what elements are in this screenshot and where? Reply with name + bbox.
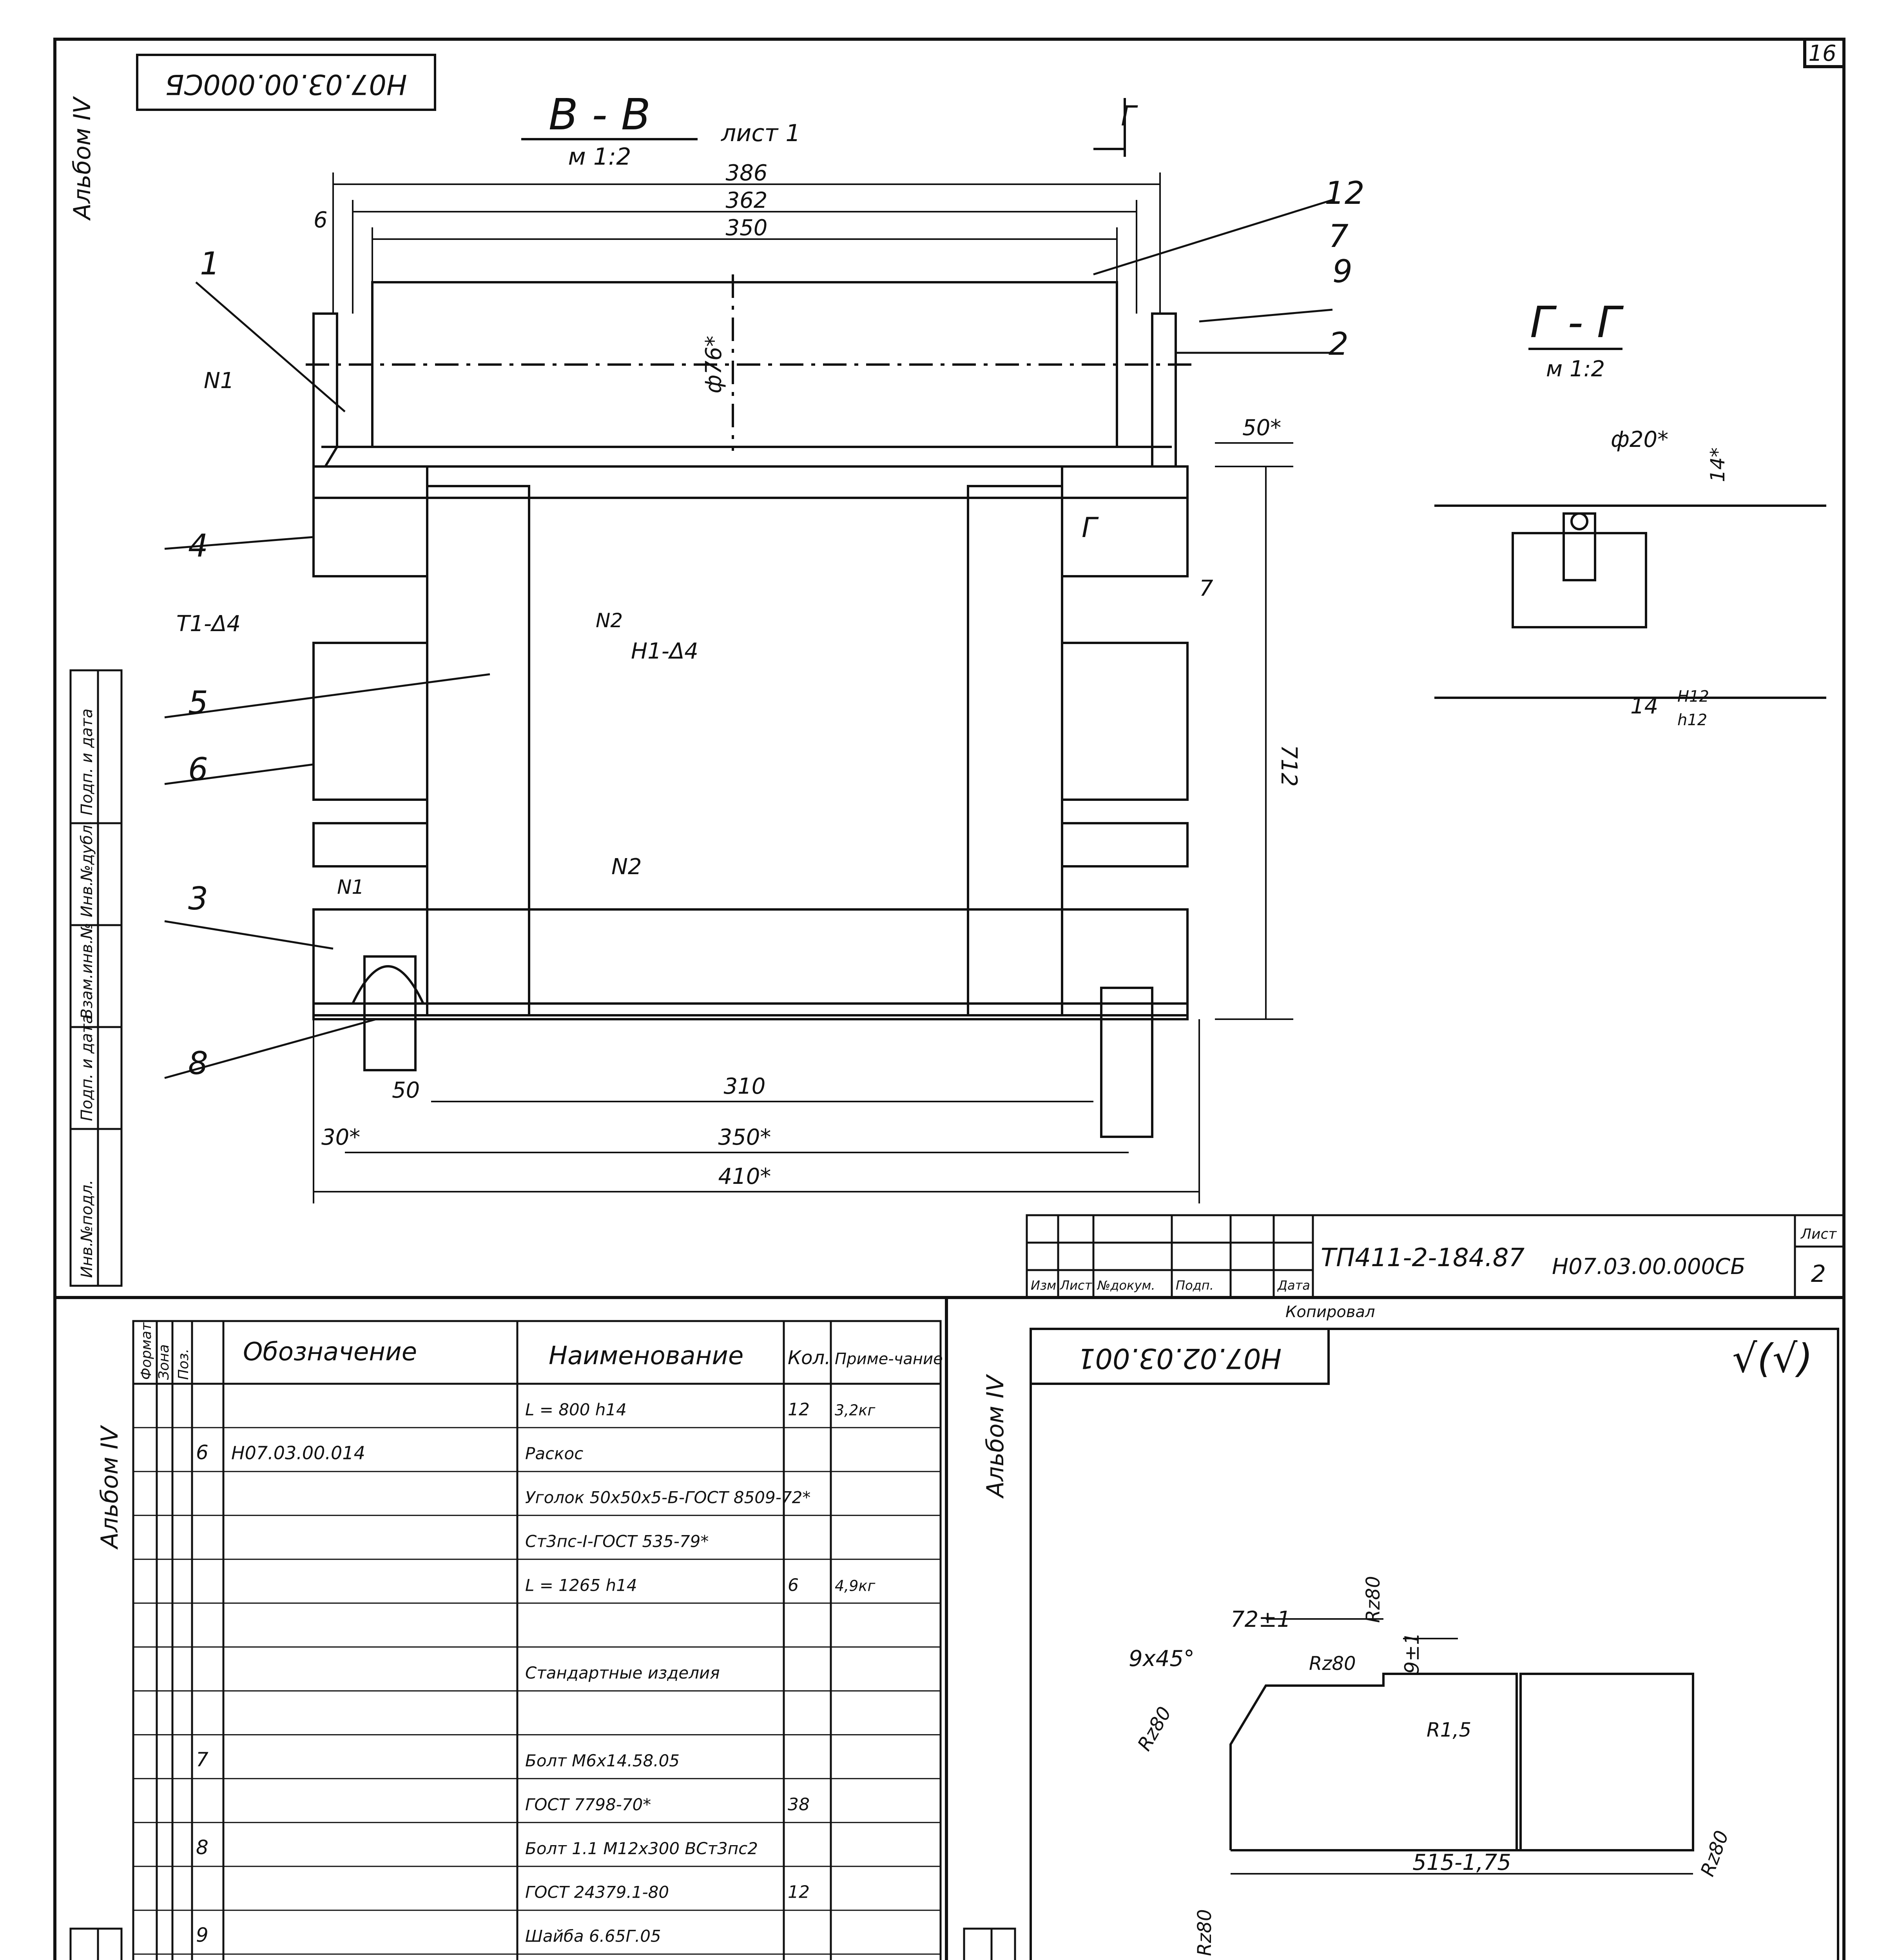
callout-8: 8: [188, 1045, 208, 1082]
dim-310: 310: [723, 1074, 766, 1099]
weld-n2: N2: [596, 609, 623, 632]
spec-album-label: Альбом IV: [96, 1426, 123, 1548]
spec-header-name: Наименование: [549, 1341, 744, 1370]
dim-72: 72±1: [1231, 1607, 1291, 1632]
side-label-3: Взам.инв.№: [78, 922, 96, 1019]
spec-row-12-pos: 9: [196, 1924, 208, 1947]
fit-bottom: h12: [1677, 711, 1708, 729]
dim-410s: 410*: [718, 1164, 771, 1189]
spec-row-8-pos: 7: [196, 1748, 208, 1771]
spec-row-9-qty: 38: [788, 1794, 810, 1815]
spec-row-4-note: 4,9кг: [835, 1577, 876, 1595]
dim-9: 9±1: [1401, 1632, 1423, 1674]
side-label-5: Подп. и дата: [78, 708, 96, 815]
roller-12: [306, 274, 1195, 466]
callout-7: 7: [1329, 218, 1349, 254]
callout-1: 1: [200, 245, 220, 282]
spec-row-1-name: Раскос: [525, 1444, 584, 1463]
part-sheet: [964, 1329, 1838, 1960]
dim-386: 386: [725, 160, 768, 186]
part-album-label: Альбом IV: [982, 1375, 1009, 1497]
side-label-1: Инв.№подл.: [78, 1180, 96, 1278]
detail-title: Г - Г: [1530, 297, 1621, 347]
dim-r15: R1,5: [1427, 1719, 1472, 1741]
spec-row-10-pos: 8: [196, 1836, 208, 1859]
spec-header-designation: Обозначение: [243, 1338, 417, 1367]
spec-row-1-designation: H07.03.00.014: [231, 1442, 365, 1464]
spec-header-format: Формат: [138, 1322, 154, 1380]
weld-n2-bottom: N2: [611, 854, 642, 880]
rz-2: Rz80: [1309, 1653, 1356, 1675]
spec-row-11-name: ГОСТ 24379.1-80: [525, 1882, 669, 1902]
weld-h1: Н1-Δ4: [631, 639, 698, 664]
dim-14: 14: [1630, 693, 1659, 719]
detail-scale: м 1:2: [1546, 356, 1605, 382]
section-title: В - В: [548, 89, 651, 140]
spec-row-9-name: ГОСТ 7798-70*: [525, 1795, 651, 1814]
dim-7: 7: [1199, 576, 1213, 601]
part-drawing: [1231, 1619, 1693, 1874]
dim-350s: 350*: [718, 1125, 771, 1150]
top-sheet: [69, 41, 1844, 1321]
dim-362: 362: [725, 188, 768, 213]
top-stamp-copied: Копировал: [1285, 1303, 1375, 1321]
callout-4: 4: [188, 528, 208, 564]
fit-top: H12: [1677, 688, 1709, 706]
dim-phi20: ф20*: [1611, 427, 1669, 452]
callout-5: 5: [188, 684, 208, 721]
top-stamp-doc: ТП411-2-184.87: [1321, 1243, 1525, 1272]
rz-5: Rz80: [1696, 1828, 1733, 1880]
dim-50s: 50*: [1242, 415, 1282, 441]
top-stamp-col-4: Подп.: [1176, 1278, 1214, 1293]
dim-phi76: ф76*: [701, 336, 727, 394]
spec-row-0-qty: 12: [788, 1399, 810, 1420]
spec-row-3-name: Ст3пс-I-ГОСТ 535-79*: [525, 1532, 709, 1551]
spec-row-6-name: Стандартные изделия: [525, 1663, 720, 1683]
view-marker-side: Г: [1082, 512, 1097, 544]
section-scale: м 1:2: [568, 143, 631, 171]
spec-sheet: [71, 1321, 971, 1960]
spec-header-pos: Поз.: [176, 1348, 192, 1380]
spec-row-4-qty: 6: [788, 1575, 799, 1595]
weld-n1-bottom: N1: [337, 876, 364, 898]
callout-2: 2: [1329, 326, 1349, 362]
detail-drawing: [1434, 506, 1826, 698]
spec-row-0-note: 3,2кг: [835, 1401, 876, 1419]
top-stamp-sheet: 2: [1811, 1260, 1826, 1288]
weld-n1-top: N1: [204, 368, 234, 394]
spec-row-4-name: L = 1265 h14: [525, 1575, 637, 1595]
dim-50: 50: [392, 1078, 420, 1103]
callout-6: 6: [188, 751, 208, 788]
spec-row-1-pos: 6: [196, 1441, 208, 1464]
spec-row-10-name: Болт 1.1 М12x300 ВСт3пс2: [525, 1838, 758, 1858]
dim-30s: 30*: [321, 1125, 361, 1150]
spec-row-8-name: Болт М6x14.58.05: [525, 1751, 680, 1770]
spec-header-qty: Кол.: [788, 1347, 831, 1369]
dim-350: 350: [725, 215, 768, 241]
top-stamp-code: H07.03.00.000СБ: [1552, 1254, 1746, 1279]
dim-712: 712: [1276, 745, 1302, 787]
part-code-rotated: H07.02.03.001: [1077, 1342, 1282, 1374]
dim-6: 6: [314, 207, 328, 233]
frame-assembly: [314, 466, 1187, 1137]
top-code-rotated: H07.03.00.000СБ: [165, 68, 407, 100]
spec-row-0-name: L = 800 h14: [525, 1400, 627, 1419]
spec-row-2-name: Уголок 50x50x5-Б-ГОСТ 8509-72*: [525, 1488, 811, 1507]
page-number: 16: [1808, 41, 1836, 66]
spec-header-note: Приме-чание: [835, 1350, 943, 1368]
callout-9: 9: [1332, 253, 1352, 290]
top-stamp-col-1: Изм: [1031, 1278, 1057, 1293]
side-label-4: Инв.№дубл.: [78, 820, 96, 917]
side-label-2: Подп. и дата: [78, 1014, 96, 1121]
top-stamp-col-2: Лист: [1060, 1278, 1092, 1293]
top-stamp-col-3: №докум.: [1097, 1278, 1155, 1293]
spec-row-11-qty: 12: [788, 1882, 810, 1902]
dim-515: 515-1,75: [1412, 1850, 1511, 1875]
rz-3: Rz80: [1133, 1703, 1176, 1755]
rz-1: Rz80: [1362, 1576, 1384, 1623]
weld-t1: Т1-Δ4: [176, 611, 241, 637]
rz-4: Rz80: [1194, 1909, 1216, 1956]
callout-12: 12: [1325, 175, 1365, 211]
top-album-label: Альбом IV: [69, 97, 96, 220]
spec-header-zone: Зона: [156, 1344, 172, 1380]
callout-3: 3: [188, 880, 208, 917]
top-stamp-sheet-label: Лист: [1801, 1226, 1837, 1242]
section-sheet: лист 1: [721, 120, 801, 147]
dim-chamfer: 9x45°: [1129, 1646, 1195, 1671]
roughness-symbol: √(√): [1732, 1336, 1813, 1381]
view-marker-top: Г: [1121, 100, 1136, 132]
dim-14s: 14*: [1706, 447, 1729, 482]
top-stamp-col-5: Дата: [1278, 1278, 1310, 1293]
spec-row-12-name: Шайба 6.65Г.05: [525, 1926, 661, 1946]
